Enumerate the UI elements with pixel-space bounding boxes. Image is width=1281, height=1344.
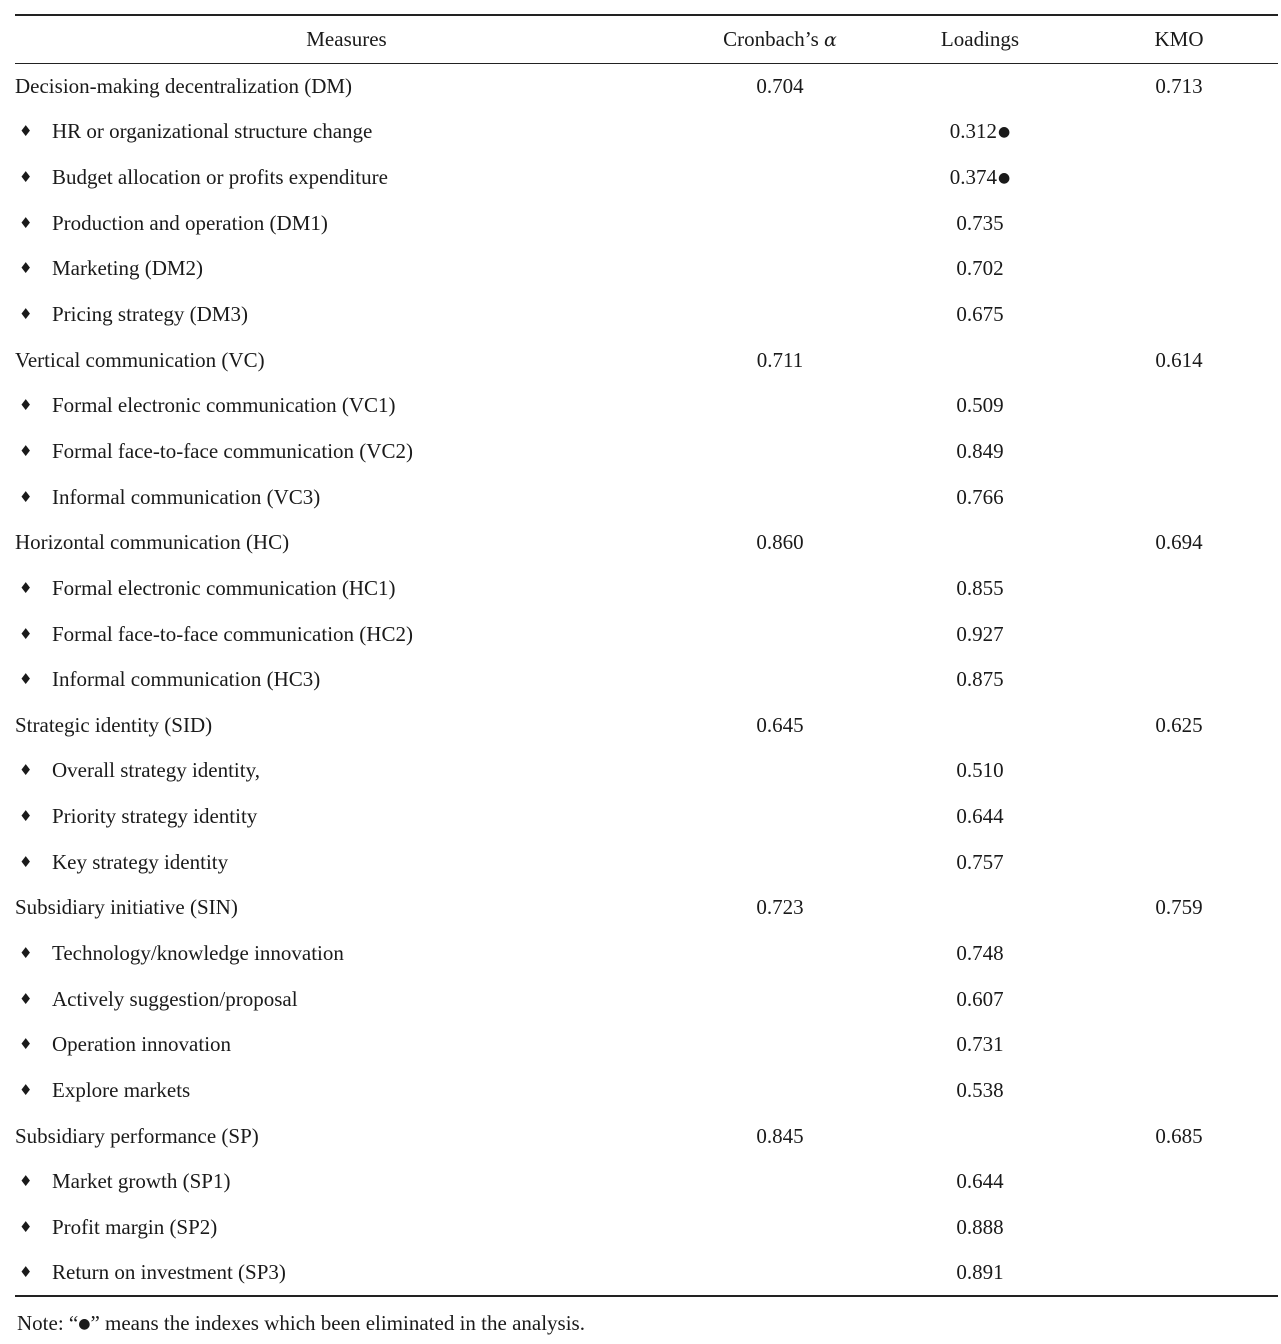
item-row (15, 1022, 1278, 1068)
measure-name-cell (15, 657, 680, 703)
loading-cell (880, 109, 1080, 155)
alpha-cell (680, 839, 880, 885)
diamond-bullet-icon: ♦ (19, 441, 33, 460)
diamond-bullet-icon: ♦ (19, 1262, 33, 1281)
note-elimination-mark: ● (78, 1316, 91, 1332)
alpha-cell: 0.711 (756, 347, 804, 372)
measure-name-cell (15, 566, 680, 612)
loading-value: 0.509 (956, 393, 1004, 418)
construct-name: Strategic identity (SID) (15, 712, 213, 737)
construct-row (15, 702, 1278, 748)
loading-value: 0.855 (956, 575, 1004, 600)
item-row (15, 383, 1278, 429)
item-name: Formal face-to-face communication (VC2) (52, 438, 413, 463)
measure-name-cell (15, 931, 680, 977)
diamond-bullet-icon: ♦ (19, 213, 33, 232)
loading-value: 0.702 (956, 256, 1004, 281)
item-name: Return on investment (SP3) (52, 1259, 286, 1284)
diamond-bullet-icon: ♦ (19, 852, 33, 871)
kmo-cell (1080, 931, 1278, 977)
alpha-cell (680, 657, 880, 703)
item-row (15, 200, 1278, 246)
alpha-cell: 0.845 (756, 1123, 804, 1148)
item-row (15, 292, 1278, 338)
loading-cell (880, 155, 1080, 201)
item-name: Formal electronic communication (HC1) (52, 575, 396, 600)
loading-value: 0.849 (956, 438, 1004, 463)
measure-name-cell (15, 109, 680, 155)
construct-name: Subsidiary performance (SP) (15, 1123, 259, 1148)
loading-cell (880, 1250, 1080, 1296)
kmo-cell: 0.759 (1155, 895, 1203, 920)
measure-name-cell (15, 246, 680, 292)
loading-value: 0.891 (956, 1259, 1004, 1284)
note-suffix: ” means the indexes which been eliminated in the analysis. (90, 1311, 585, 1335)
loading-value: 0.675 (956, 302, 1004, 327)
item-name: Budget allocation or profits expenditure (52, 165, 388, 190)
item-name: Formal electronic communication (VC1) (52, 393, 396, 418)
item-name: Actively suggestion/proposal (52, 986, 298, 1011)
construct-name: Subsidiary initiative (SIN) (15, 895, 238, 920)
construct-name: Vertical communication (VC) (15, 347, 265, 372)
item-row (15, 794, 1278, 840)
construct-row (15, 337, 1278, 383)
loading-value: 0.731 (956, 1032, 1004, 1057)
loading-value: 0.607 (956, 986, 1004, 1011)
measure-name-cell (15, 1113, 680, 1159)
item-row (15, 657, 1278, 703)
item-name: Profit margin (SP2) (52, 1214, 218, 1239)
measure-name-cell (15, 1250, 680, 1296)
loading-value: 0.644 (956, 804, 1004, 829)
alpha-cell (680, 1022, 880, 1068)
construct-row (15, 885, 1278, 931)
alpha-cell (680, 429, 880, 475)
item-name: Technology/knowledge innovation (52, 940, 344, 965)
measure-name-cell (15, 885, 680, 931)
diamond-bullet-icon: ♦ (19, 396, 33, 415)
diamond-bullet-icon: ♦ (19, 943, 33, 962)
header-cronbach-alpha (680, 15, 880, 64)
kmo-cell (1080, 200, 1278, 246)
loading-cell (880, 429, 1080, 475)
loading-cell (880, 1205, 1080, 1251)
kmo-cell (1080, 748, 1278, 794)
measure-name-cell (15, 292, 680, 338)
kmo-cell (1080, 611, 1278, 657)
alpha-cell (680, 200, 880, 246)
item-row (15, 429, 1278, 475)
measure-name-cell (15, 976, 680, 1022)
loading-cell (880, 337, 1080, 383)
item-name: HR or organizational structure change (52, 119, 373, 144)
item-name: Informal communication (HC3) (52, 667, 321, 692)
item-row (15, 931, 1278, 977)
kmo-cell: 0.614 (1155, 347, 1203, 372)
measure-name-cell (15, 429, 680, 475)
alpha-cell: 0.704 (756, 74, 804, 99)
loading-cell (880, 200, 1080, 246)
header-alpha-prefix: Cronbach’s (723, 27, 825, 51)
loading-value: 0.927 (956, 621, 1004, 646)
alpha-cell (680, 292, 880, 338)
kmo-cell: 0.685 (1155, 1123, 1203, 1148)
item-name: Informal communication (VC3) (52, 484, 321, 509)
diamond-bullet-icon: ♦ (19, 1080, 33, 1099)
measure-name-cell (15, 383, 680, 429)
kmo-cell (1080, 292, 1278, 338)
kmo-cell: 0.694 (1155, 530, 1203, 555)
loading-cell (880, 702, 1080, 748)
alpha-cell: 0.860 (756, 530, 804, 555)
measure-name-cell (15, 1159, 680, 1205)
measure-name-cell (15, 474, 680, 520)
measure-name-cell (15, 1022, 680, 1068)
loading-value: 0.538 (956, 1077, 1004, 1102)
header-loadings: Loadings (940, 27, 1020, 51)
alpha-cell (680, 1159, 880, 1205)
kmo-cell (1080, 794, 1278, 840)
note-prefix: Note: “ (17, 1311, 79, 1335)
measure-name-cell (15, 794, 680, 840)
item-name: Key strategy identity (52, 849, 229, 874)
loading-cell (880, 839, 1080, 885)
item-row (15, 976, 1278, 1022)
measure-name-cell (15, 337, 680, 383)
kmo-cell (1080, 1159, 1278, 1205)
kmo-cell (1080, 976, 1278, 1022)
item-row (15, 1159, 1278, 1205)
loading-value: 0.888 (956, 1214, 1004, 1239)
item-row (15, 155, 1278, 201)
kmo-cell (1080, 155, 1278, 201)
diamond-bullet-icon: ♦ (19, 168, 33, 187)
alpha-cell (680, 155, 880, 201)
kmo-cell (1080, 109, 1278, 155)
kmo-cell (1080, 657, 1278, 703)
item-name: Marketing (DM2) (52, 256, 204, 281)
diamond-bullet-icon: ♦ (19, 578, 33, 597)
loading-value: 0.766 (956, 484, 1004, 509)
loading-cell (880, 64, 1080, 110)
measure-name-cell (15, 155, 680, 201)
header-row (15, 15, 1278, 64)
loading-value: 0.875 (956, 667, 1004, 692)
eliminated-dot-icon: ● (998, 124, 1011, 141)
loading-cell (880, 292, 1080, 338)
item-row (15, 566, 1278, 612)
table-note (17, 1311, 585, 1336)
header-kmo: KMO (1154, 27, 1204, 51)
loading-cell (880, 1022, 1080, 1068)
measure-name-cell (15, 611, 680, 657)
item-name: Pricing strategy (DM3) (52, 302, 248, 327)
measure-name-cell (15, 748, 680, 794)
loading-cell (880, 1068, 1080, 1114)
item-row (15, 1068, 1278, 1114)
kmo-cell: 0.625 (1155, 712, 1203, 737)
loading-cell (880, 748, 1080, 794)
construct-row (15, 64, 1278, 110)
loading-value: 0.644 (956, 1169, 1004, 1194)
loading-value: 0.735 (956, 210, 1004, 235)
loading-cell (880, 976, 1080, 1022)
measure-name-cell (15, 520, 680, 566)
diamond-bullet-icon: ♦ (19, 1172, 33, 1191)
alpha-cell (680, 383, 880, 429)
item-row (15, 109, 1278, 155)
kmo-cell (1080, 1205, 1278, 1251)
loading-cell (880, 520, 1080, 566)
diamond-bullet-icon: ♦ (19, 259, 33, 278)
alpha-cell (680, 1205, 880, 1251)
alpha-cell: 0.723 (756, 895, 804, 920)
item-name: Production and operation (DM1) (52, 210, 328, 235)
kmo-cell: 0.713 (1155, 74, 1203, 99)
alpha-cell (680, 246, 880, 292)
kmo-cell (1080, 1068, 1278, 1114)
loading-cell (880, 566, 1080, 612)
diamond-bullet-icon: ♦ (19, 670, 33, 689)
diamond-bullet-icon: ♦ (19, 1035, 33, 1054)
loading-cell (880, 885, 1080, 931)
construct-name: Decision-making decentralization (DM) (15, 74, 353, 99)
alpha-cell (680, 611, 880, 657)
item-row (15, 246, 1278, 292)
loading-cell (880, 246, 1080, 292)
alpha-cell (680, 794, 880, 840)
kmo-cell (1080, 246, 1278, 292)
item-row (15, 611, 1278, 657)
diamond-bullet-icon: ♦ (19, 761, 33, 780)
item-name: Priority strategy identity (52, 804, 258, 829)
kmo-cell (1080, 383, 1278, 429)
diamond-bullet-icon: ♦ (19, 989, 33, 1008)
measure-name-cell (15, 702, 680, 748)
alpha-symbol: α (824, 29, 837, 51)
header-measures: Measures (306, 27, 387, 51)
diamond-bullet-icon: ♦ (19, 487, 33, 506)
diamond-bullet-icon: ♦ (19, 1217, 33, 1236)
measure-name-cell (15, 64, 680, 110)
loading-cell (880, 1159, 1080, 1205)
kmo-cell (1080, 1022, 1278, 1068)
measure-name-cell (15, 1205, 680, 1251)
item-row (15, 474, 1278, 520)
construct-row (15, 1113, 1278, 1159)
diamond-bullet-icon: ♦ (19, 624, 33, 643)
item-row (15, 839, 1278, 885)
item-name: Overall strategy identity, (52, 758, 260, 783)
loading-value: 0.748 (956, 940, 1004, 965)
item-name: Operation innovation (52, 1032, 232, 1057)
alpha-cell (680, 474, 880, 520)
item-name: Formal face-to-face communication (HC2) (52, 621, 413, 646)
kmo-cell (1080, 429, 1278, 475)
table-header (15, 15, 1278, 64)
item-row (15, 1250, 1278, 1296)
diamond-bullet-icon: ♦ (19, 305, 33, 324)
alpha-cell (680, 748, 880, 794)
kmo-cell (1080, 839, 1278, 885)
diamond-bullet-icon: ♦ (19, 807, 33, 826)
measure-name-cell (15, 200, 680, 246)
alpha-cell (680, 1068, 880, 1114)
item-name: Market growth (SP1) (52, 1169, 231, 1194)
alpha-cell (680, 976, 880, 1022)
loading-cell (880, 474, 1080, 520)
construct-name: Horizontal communication (HC) (15, 530, 290, 555)
table-body (15, 64, 1278, 1296)
item-row (15, 748, 1278, 794)
loading-cell (880, 794, 1080, 840)
loading-cell (880, 657, 1080, 703)
alpha-cell (680, 931, 880, 977)
loading-cell (880, 611, 1080, 657)
measures-table (15, 14, 1278, 1297)
item-row (15, 1205, 1278, 1251)
diamond-bullet-icon: ♦ (19, 122, 33, 141)
measure-name-cell (15, 1068, 680, 1114)
loading-value: 0.757 (956, 849, 1004, 874)
kmo-cell (1080, 1250, 1278, 1296)
kmo-cell (1080, 474, 1278, 520)
eliminated-dot-icon: ● (998, 170, 1011, 187)
loading-value: 0.510 (956, 758, 1004, 783)
item-name: Explore markets (52, 1077, 191, 1102)
kmo-cell (1080, 566, 1278, 612)
loading-cell (880, 931, 1080, 977)
alpha-cell (680, 566, 880, 612)
loading-value: 0.312 (949, 119, 998, 144)
alpha-cell: 0.645 (756, 712, 804, 737)
alpha-cell (680, 109, 880, 155)
loading-value: 0.374 (949, 165, 998, 190)
alpha-cell (680, 1250, 880, 1296)
loading-cell (880, 1113, 1080, 1159)
construct-row (15, 520, 1278, 566)
loading-cell (880, 383, 1080, 429)
measure-name-cell (15, 839, 680, 885)
